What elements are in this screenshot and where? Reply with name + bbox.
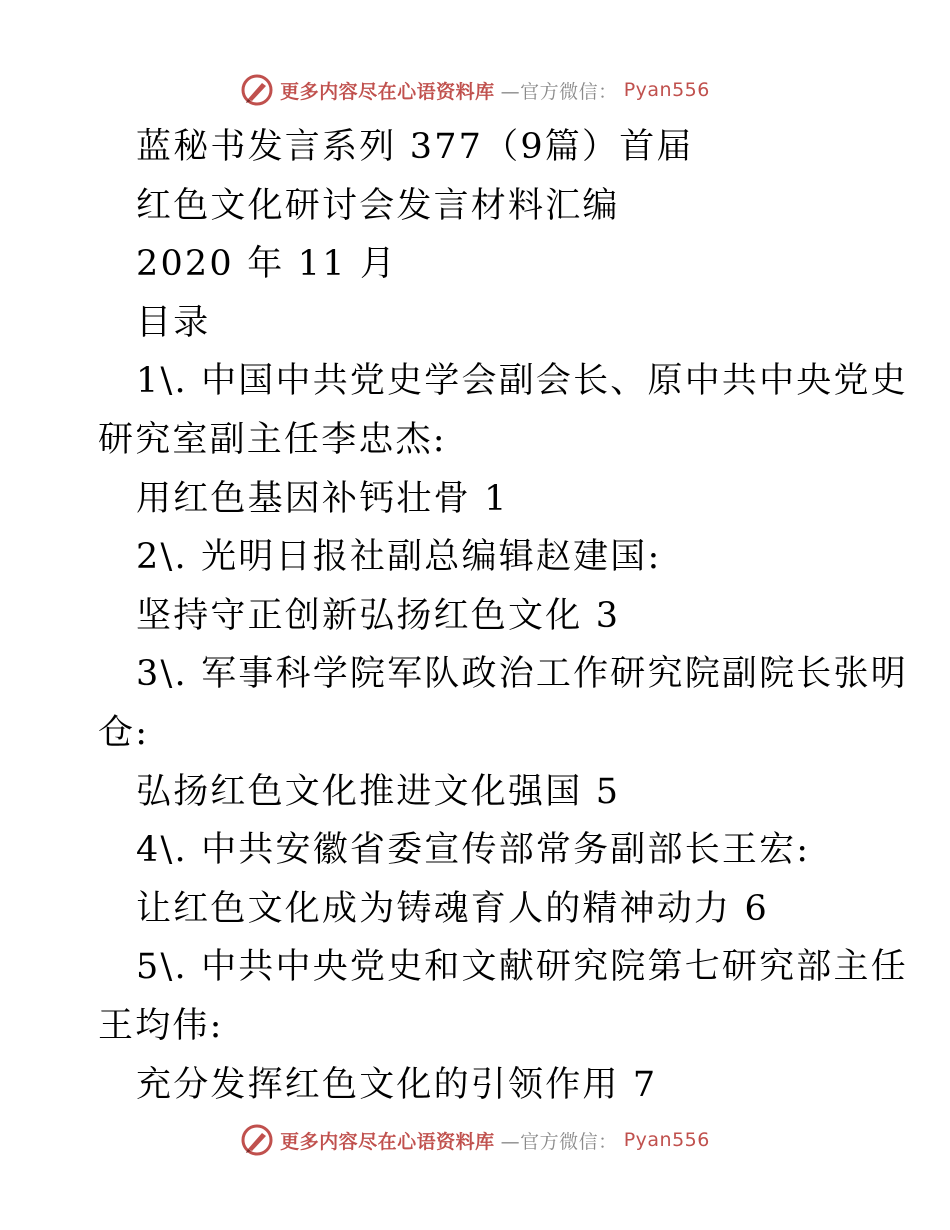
pen-circle-logo-icon	[240, 1123, 274, 1157]
toc-entry: 坚持守正创新弘扬红色文化 3	[136, 595, 621, 636]
footer-watermark-banner	[0, 1122, 950, 1158]
toc-entry: 王均伟:	[98, 1005, 224, 1046]
banner-main-text: 更多内容尽在心语资料库	[280, 80, 495, 103]
toc-entry: 让红色文化成为铸魂育人的精神动力 6	[136, 888, 769, 929]
toc-entry: 仓:	[98, 712, 150, 753]
doc-line: 红色文化研讨会发言材料汇编	[136, 185, 620, 226]
banner-separator-text: —官方微信：	[500, 1130, 618, 1153]
toc-entry: 5\. 中共中央党史和文献研究院第七研究部主任	[136, 947, 908, 988]
toc-entry: 用红色基因补钙壮骨 1	[136, 478, 509, 519]
doc-line: 蓝秘书发言系列 377（9篇）首届	[136, 127, 694, 167]
toc-entry: 4\. 中共安徽省委宣传部常务副部长王宏:	[136, 830, 811, 871]
doc-line: 2020 年 11 月	[136, 244, 398, 285]
document-body	[98, 118, 908, 1114]
toc-entry: 充分发挥红色文化的引领作用 7	[136, 1064, 658, 1105]
pen-circle-logo-icon	[240, 73, 274, 107]
toc-entry: 研究室副主任李忠杰:	[98, 419, 447, 460]
header-watermark-banner	[0, 72, 950, 108]
banner-wechat-id: Pyan556	[623, 1129, 710, 1151]
banner-separator-text: —官方微信：	[500, 80, 618, 103]
toc-entry: 3\. 军事科学院军队政治工作研究院副院长张明	[136, 654, 908, 695]
toc-entry: 弘扬红色文化推进文化强国 5	[136, 771, 621, 812]
banner-wechat-id: Pyan556	[623, 79, 710, 101]
toc-entry: 2\. 光明日报社副总编辑赵建国:	[136, 537, 662, 578]
toc-heading: 目录	[136, 302, 211, 343]
toc-entry: 1\. 中国中共党史学会副会长、原中共中央党史	[136, 361, 908, 402]
banner-main-text: 更多内容尽在心语资料库	[280, 1130, 495, 1153]
